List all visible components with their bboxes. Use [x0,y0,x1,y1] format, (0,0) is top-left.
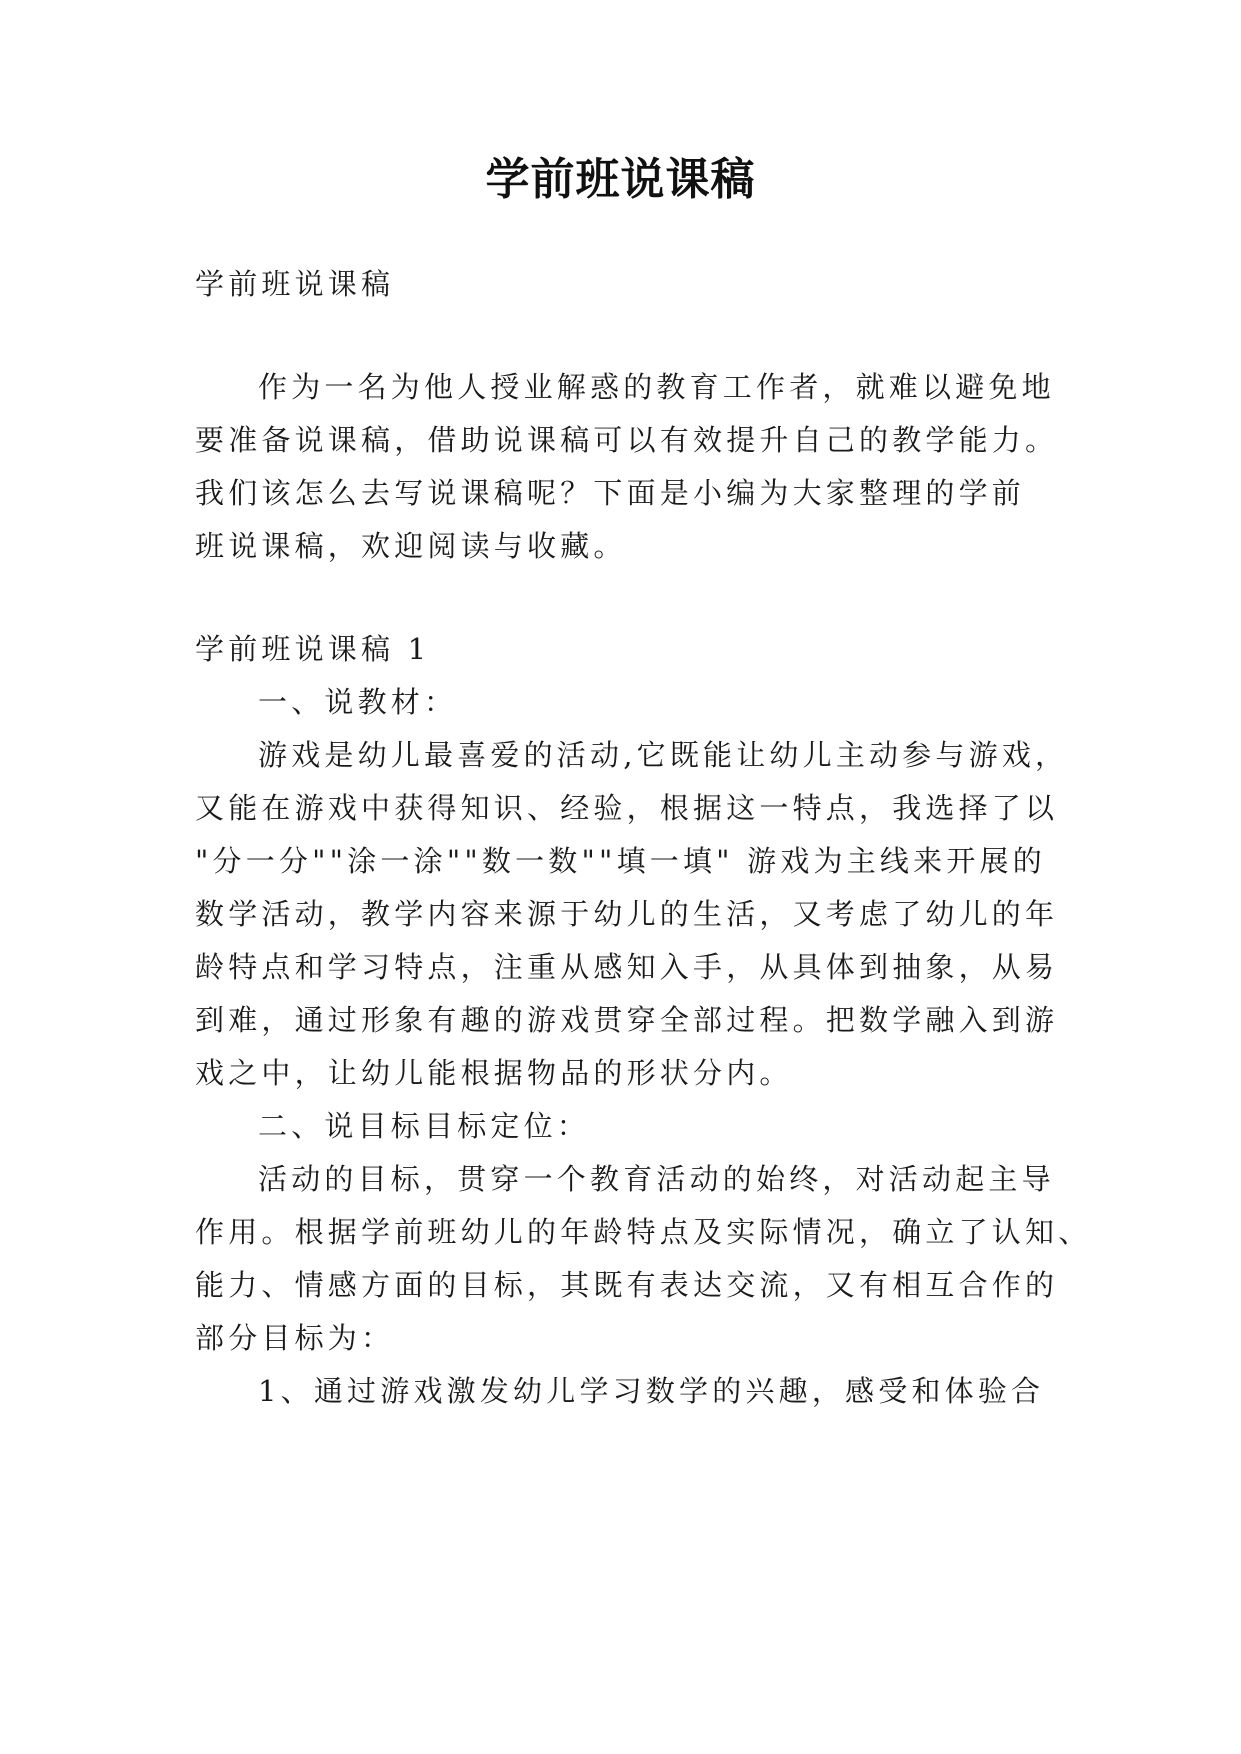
part1-line-2: 又能在游戏中获得知识、经验，根据这一特点，我选择了以 [195,791,1059,825]
part1-heading: 一、说教材： [258,685,458,719]
part2-heading: 二、说目标目标定位： [258,1109,591,1143]
intro-line-3: 我们该怎么去写说课稿呢？下面是小编为大家整理的学前 [195,476,1026,510]
intro-line-4: 班说课稿，欢迎阅读与收藏。 [195,529,627,563]
part2-line-4: 部分目标为： [195,1321,395,1355]
part1-line-1: 游戏是幼儿最喜爱的活动,它既能让幼儿主动参与游戏， [258,738,1069,772]
part1-line-5: 龄特点和学习特点，注重从感知入手，从具体到抽象，从易 [195,950,1059,984]
intro-line-1: 作为一名为他人授业解惑的教育工作者，就难以避免地 [258,370,1055,404]
intro-line-2: 要准备说课稿，借助说课稿可以有效提升自己的教学能力。 [195,423,1059,457]
part1-line-4: 数学活动，教学内容来源于幼儿的生活，又考虑了幼儿的年 [195,897,1059,931]
part2-line-3: 能力、情感方面的目标，其既有表达交流，又有相互合作的 [195,1268,1059,1302]
document-subtitle: 学前班说课稿 [195,267,395,301]
goal1-line: 1、通过游戏激发幼儿学习数学的兴趣，感受和体验合 [258,1374,1045,1408]
part1-line-6: 到难，通过形象有趣的游戏贯穿全部过程。把数学融入到游 [195,1003,1059,1037]
section1-heading: 学前班说课稿 1 [195,632,431,666]
part2-line-1: 活动的目标，贯穿一个教育活动的始终，对活动起主导 [258,1162,1055,1196]
part1-line-3: "分一分""涂一涂""数一数""填一填" 游戏为主线来开展的 [195,844,1046,878]
part2-line-2: 作用。根据学前班幼儿的年龄特点及实际情况，确立了认知、 [195,1215,1092,1249]
part1-line-7: 戏之中，让幼儿能根据物品的形状分内。 [195,1056,793,1090]
document-title: 学前班说课稿 [485,154,756,205]
